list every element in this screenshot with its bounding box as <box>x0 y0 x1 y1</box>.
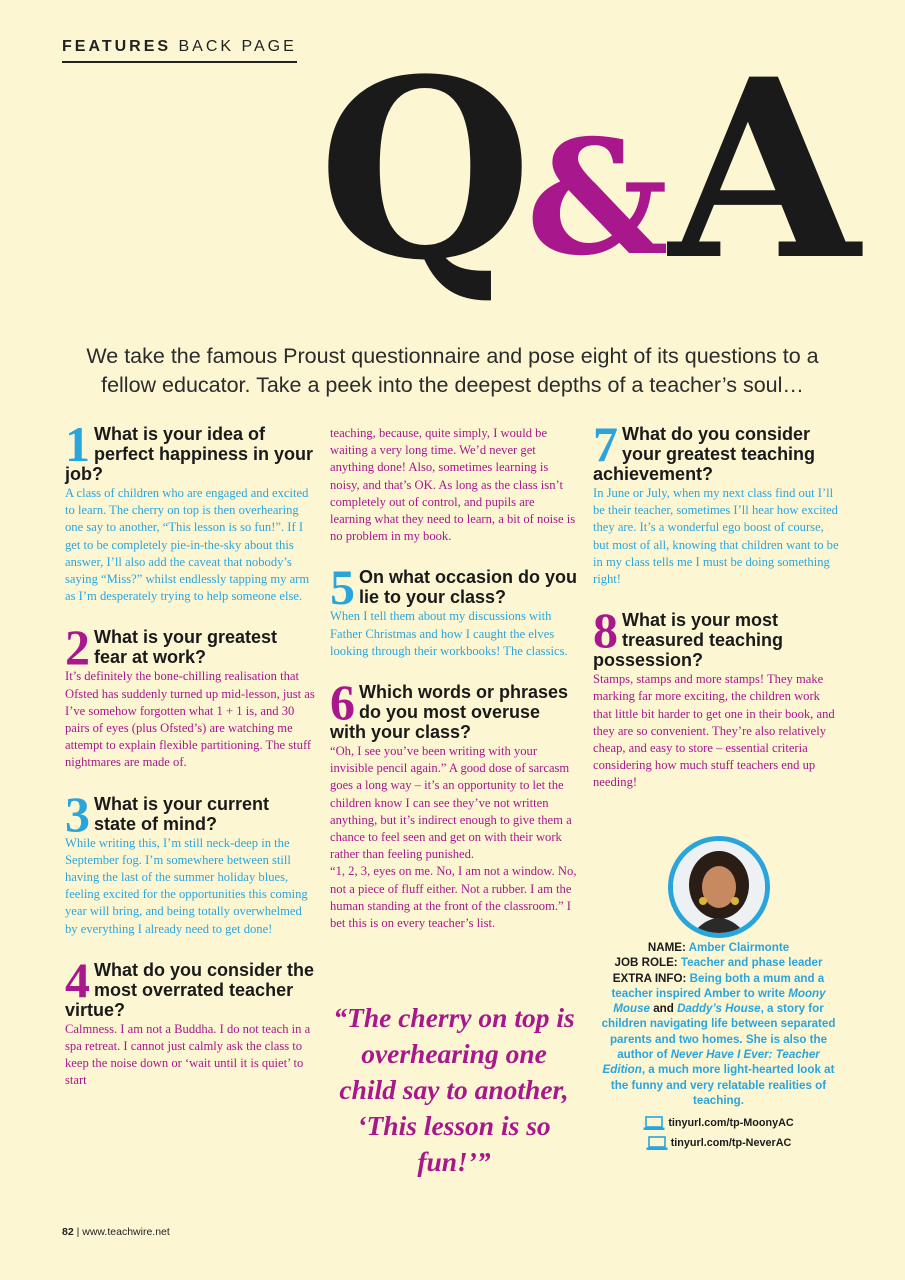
question-number: 4 <box>65 951 90 1008</box>
answer-text <box>330 608 578 660</box>
answer-paragraph: Stamps, stamps and more stamps! They make marking far more exciting, the children work that little bit harder to get one in their book, and they are so convenient. They’re also relatively cheap, and easy to store – essential criteria considering how much stuff teachers end up needing! <box>593 672 835 790</box>
question-block-3 <box>65 785 315 938</box>
question-block-2 <box>65 619 315 771</box>
profile-name-line <box>596 940 841 955</box>
answer-paragraph: It’s definitely the bone-chilling realisation that Ofsted has suddenly turned up mid-lesson, just as I’ve somehow forgotten what 1 + 1 is, and 30 pairs of eyes (plus Ofsted’s) are watching me attempt to explain flexible partitioning. The stuff nightmares are made of. <box>65 669 315 770</box>
question-text: Which words or phrases do you most overuse with your class? <box>330 682 569 743</box>
link-moony[interactable] <box>596 1116 841 1131</box>
question-block-7 <box>593 416 841 588</box>
pull-quote: “The cherry on top is overhearing one child say to another, ‘This lesson is so fun!’” <box>333 1002 575 1177</box>
question-heading <box>330 559 578 616</box>
question-text: What do you consider the most overrated teacher virtue? <box>65 959 315 1020</box>
page-title <box>318 26 854 315</box>
answer-paragraph: When I tell them about my discussions with Father Christmas and how I caught the elves looking through their workbooks! The classics. <box>330 609 568 658</box>
column-2 <box>330 424 578 954</box>
question-text: What is your most treasured teaching possession? <box>593 610 784 671</box>
title-ampersand: & <box>526 106 669 291</box>
laptop-icon <box>643 1116 665 1131</box>
answer-paragraph: A class of children who are engaged and excited to learn. The cherry on top is then overhearing one say to another, “This lesson is so fun!”. If I get to be completely pie-in-the-sky about this answer, I’ll also add the caveat that nobody’s saying “Miss?” whilst endlessly tapping my arm as I’m desperately trying to help someone else. <box>65 486 310 604</box>
link-text[interactable]: tinyurl.com/tp-MoonyAC <box>668 1117 794 1130</box>
book-links <box>596 1116 841 1151</box>
answer-text <box>65 668 315 771</box>
question-heading <box>65 785 315 842</box>
question-number: 6 <box>330 674 355 731</box>
name-value: Amber Clairmonte <box>688 941 790 954</box>
question-text: What do you consider your greatest teaching achievement? <box>593 424 816 484</box>
question-heading <box>593 416 841 484</box>
section-label: FEATURES <box>62 38 172 55</box>
question-number: 2 <box>65 619 90 676</box>
answer-paragraph: In June or July, when my next class find out I’ll be their teacher, sometimes I’ll hear how excited they are. It’s a wonderful ego boost of course, but most of all, knowing that children want to be in my class tells me I must be doing something right! <box>593 486 839 587</box>
subsection-label: BACK PAGE <box>178 38 297 55</box>
question-number: 3 <box>65 785 90 842</box>
answer-paragraph: “Oh, I see you’ve been writing with your invisible pencil again.” A good dose of sarcasm goes a long way – it’s an opportunity to let the children know I can see they’ve not written anything, but it’s indirect enough to give them a chance to feel seen and get on with their work rather than feeling punished. <box>330 744 572 862</box>
answer-4-continued <box>330 425 578 545</box>
profile-extra <box>596 971 841 1109</box>
book-title-1: Moony Mouse <box>613 986 826 1016</box>
extra-text-2: , a story for children navigating life between separated parents and two homes. She is also the author of <box>601 1002 836 1062</box>
question-heading <box>65 416 315 484</box>
answer-paragraph: teaching, because, quite simply, I would be waiting a very long time. We’d never get anything done! Also, sometimes learning is noisy, and that’s OK. As long as the class isn’t completely out of control, and pupils are learning what they need to learn, a bit of noise is no problem in my book. <box>330 426 576 544</box>
question-text: On what occasion do you lie to your class? <box>359 567 578 608</box>
question-heading <box>593 602 841 671</box>
question-heading <box>330 674 578 743</box>
question-heading <box>65 619 315 676</box>
website-link[interactable]: www.teachwire.net <box>82 1226 170 1238</box>
question-block-8 <box>593 602 841 791</box>
question-text: What is your idea of perfect happiness in your job? <box>65 424 314 484</box>
answer-text <box>330 425 578 545</box>
link-text[interactable]: tinyurl.com/tp-NeverAC <box>670 1136 792 1149</box>
title-q: Q <box>318 26 527 315</box>
question-block-4 <box>65 951 315 1090</box>
link-never[interactable] <box>596 1136 841 1151</box>
page-footer <box>62 1226 170 1238</box>
page-number: 82 <box>62 1226 74 1238</box>
answer-text <box>65 835 315 938</box>
laptop-icon <box>646 1136 668 1151</box>
answer-text <box>65 485 315 605</box>
book-title-2: Daddy’s House <box>677 1002 761 1016</box>
question-number: 7 <box>593 416 618 472</box>
answer-text <box>330 743 578 932</box>
question-text: What is your greatest fear at work? <box>94 627 278 668</box>
answer-text <box>593 485 841 588</box>
answer-paragraph: While writing this, I’m still neck-deep in the September fog. I’m somewhere between still having the last of the summer holiday blues, feeling excited for the opportunities this coming year will bring, and being totally overwhelmed by everything I already need to get done! <box>65 835 308 936</box>
question-number: 5 <box>330 559 355 616</box>
extra-text-3: , a much more light-hearted look at the funny and very relatable realities of teaching. <box>610 1063 835 1107</box>
column-1 <box>65 416 315 1112</box>
footer-separator: | <box>76 1226 80 1238</box>
question-block-5 <box>330 559 578 660</box>
column-3 <box>593 416 841 814</box>
answer-text <box>593 671 841 791</box>
question-text: What is your current state of mind? <box>94 793 270 834</box>
avatar-portrait-icon <box>673 841 765 933</box>
answer-paragraph: Calmness. I am not a Buddha. I do not teach in a spa retreat. I cannot just calmly ask the class to keep the noise down or ‘wait until it is quiet’ to start <box>65 1021 311 1088</box>
avatar <box>668 836 770 938</box>
role-value: Teacher and phase leader <box>680 956 823 970</box>
answer-text <box>65 1021 315 1090</box>
extra-label: EXTRA INFO: <box>612 971 687 985</box>
book-title-3: Never Have I Ever: Teacher Edition <box>602 1048 820 1077</box>
question-heading <box>65 951 315 1020</box>
profile-role-line <box>596 955 841 970</box>
name-label: NAME: <box>647 941 686 954</box>
extra-and: and <box>653 1002 674 1016</box>
question-number: 1 <box>65 416 90 472</box>
question-block-1 <box>65 416 315 605</box>
title-a: A <box>668 26 854 315</box>
extra-text-1: Being both a mum and a teacher inspired Amber to write <box>611 971 825 1000</box>
question-block-6 <box>330 674 578 932</box>
profile-info <box>596 940 841 1151</box>
answer-paragraph: “1, 2, 3, eyes on me. No, I am not a window. No, not a piece of fluff either. Not a rubber. I am the human standing at the front of the classroom.” I bet this is on every teacher’s list. <box>330 864 577 931</box>
question-number: 8 <box>593 602 618 659</box>
role-label: JOB ROLE: <box>614 956 678 970</box>
intro-text: We take the famous Proust questionnaire and pose eight of its questions to a fellow educator. Take a peek into the deepest depths of a teacher’s soul… <box>86 344 819 397</box>
section-header <box>62 38 297 63</box>
